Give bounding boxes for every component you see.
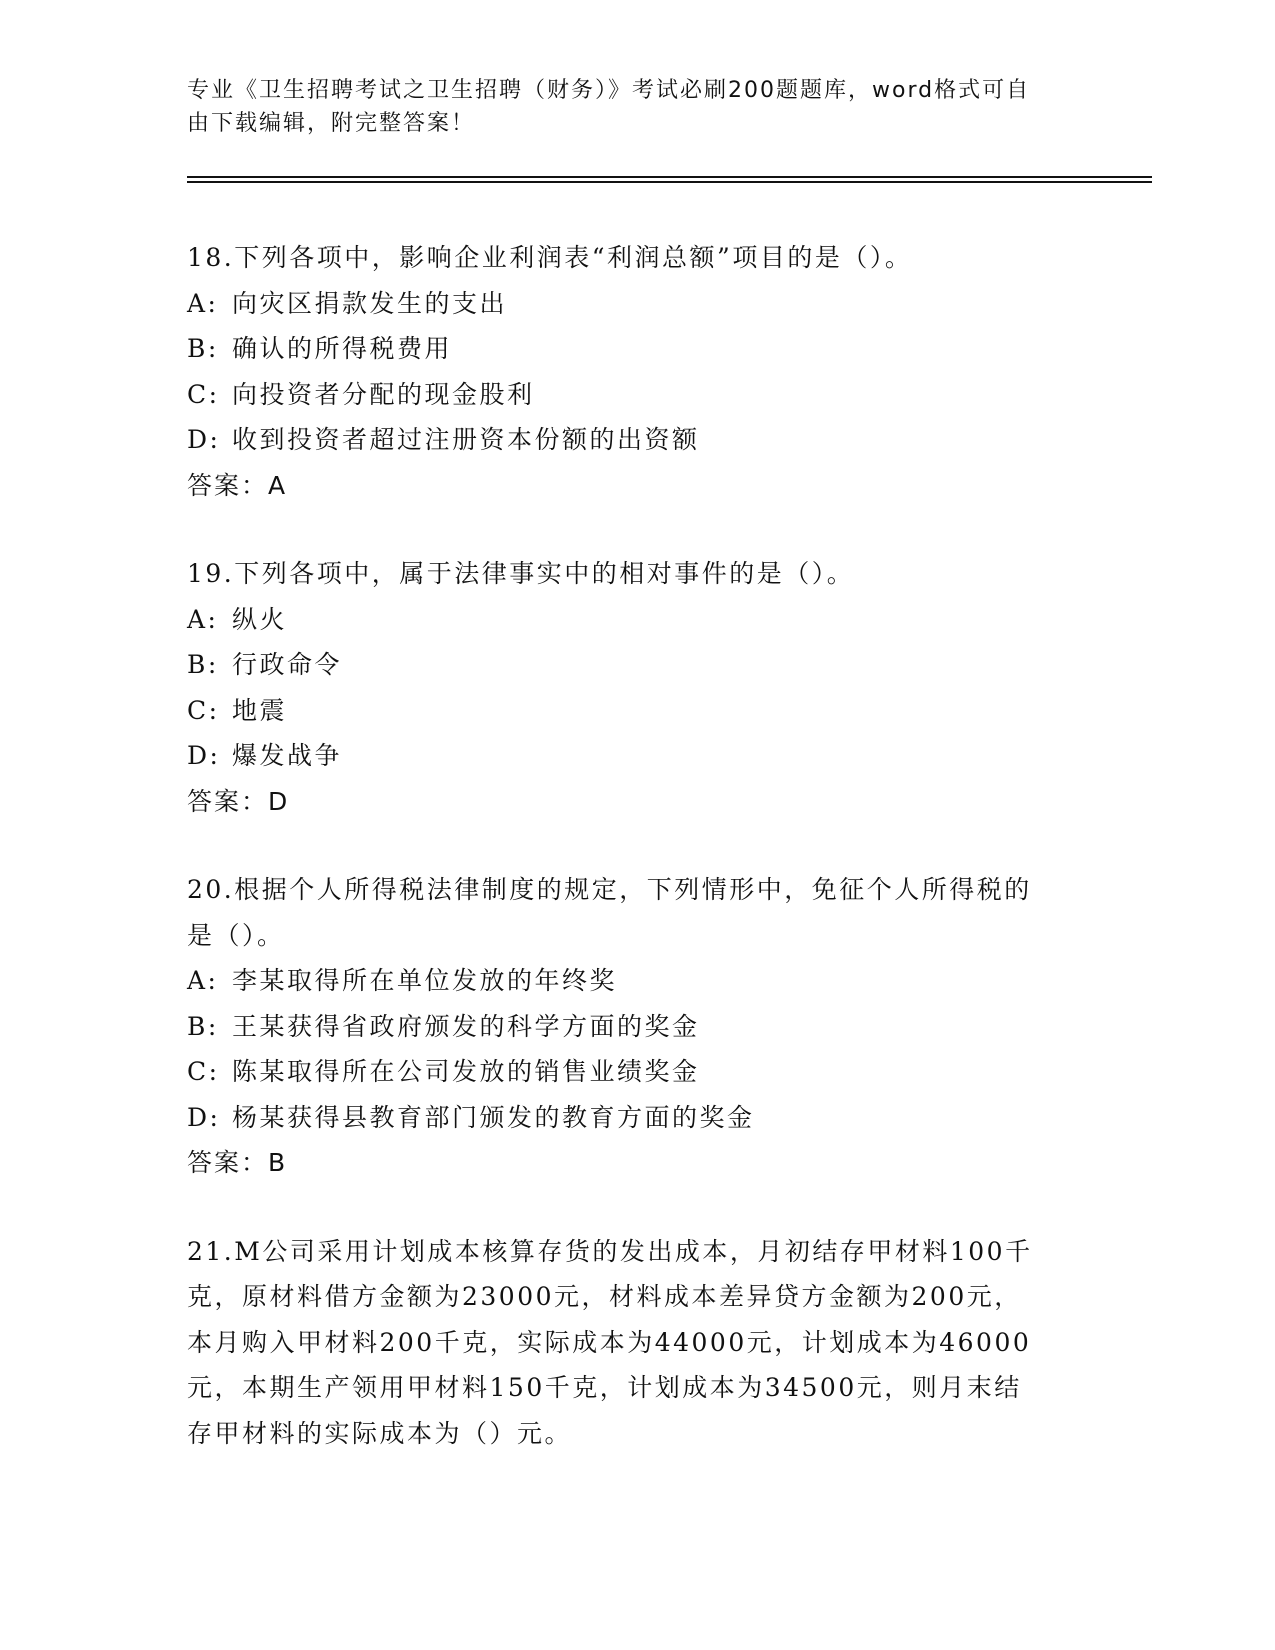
question-18 bbox=[187, 235, 1087, 508]
option-key: B: bbox=[187, 334, 219, 363]
question-20 bbox=[187, 867, 1087, 1186]
option-a bbox=[187, 958, 1087, 1004]
option-text: 王某获得省政府颁发的科学方面的奖金 bbox=[232, 1011, 700, 1041]
question-21 bbox=[187, 1229, 1087, 1457]
option-text: 行政命令 bbox=[232, 650, 343, 679]
option-a bbox=[187, 597, 1087, 643]
option-text: 地震 bbox=[232, 695, 288, 725]
option-d bbox=[187, 1095, 1087, 1141]
header-divider-top bbox=[187, 176, 1152, 178]
option-a bbox=[187, 281, 1087, 327]
option-c bbox=[187, 688, 1087, 734]
option-c bbox=[187, 372, 1087, 418]
option-key: D: bbox=[187, 741, 221, 770]
option-key: D: bbox=[187, 1102, 221, 1132]
option-text: 向灾区捐款发生的支出 bbox=[232, 288, 508, 318]
header-line-1: 专业《卫生招聘考试之卫生招聘（财务）》考试必刷200题题库，word格式可自 bbox=[187, 78, 1031, 103]
option-text: 纵火 bbox=[232, 604, 288, 634]
question-stem-line-4: 元，本期生产领用甲材料150千克，计划成本为34500元，则月末结 bbox=[187, 1373, 1022, 1402]
header-line-2: 由下载编辑，附完整答案！ bbox=[187, 111, 476, 136]
option-text: 李某取得所在单位发放的年终奖 bbox=[232, 966, 618, 995]
question-stem-line-3: 本月购入甲材料200千克，实际成本为44000元，计划成本为46000 bbox=[187, 1327, 1032, 1357]
option-key: A: bbox=[187, 288, 219, 318]
question-stem-line-5: 存甲材料的实际成本为（）元。 bbox=[187, 1418, 573, 1448]
document-header bbox=[187, 74, 1067, 140]
question-stem-line-1: 20.根据个人所得税法律制度的规定，下列情形中，免征个人所得税的 bbox=[187, 875, 1032, 904]
option-text: 向投资者分配的现金股利 bbox=[232, 379, 535, 409]
option-d bbox=[187, 733, 1087, 779]
option-text: 确认的所得税费用 bbox=[232, 334, 453, 363]
option-key: A: bbox=[187, 966, 219, 995]
answer-line: 答案：D bbox=[187, 786, 290, 816]
option-b bbox=[187, 1004, 1087, 1050]
question-stem-line-1: 21.M公司采用计划成本核算存货的发出成本，月初结存甲材料100千 bbox=[187, 1236, 1033, 1266]
question-19 bbox=[187, 551, 1087, 824]
option-key: D: bbox=[187, 425, 221, 454]
option-key: C: bbox=[187, 695, 220, 725]
question-stem: 19.下列各项中，属于法律事实中的相对事件的是（）。 bbox=[187, 559, 855, 588]
option-c bbox=[187, 1049, 1087, 1095]
question-stem-line-2: 克，原材料借方金额为23000元，材料成本差异贷方金额为200元， bbox=[187, 1282, 1022, 1311]
header-divider-bottom bbox=[187, 181, 1152, 183]
option-text: 收到投资者超过注册资本份额的出资额 bbox=[232, 425, 700, 454]
option-key: B: bbox=[187, 1011, 219, 1041]
question-list bbox=[187, 235, 1087, 1499]
option-key: B: bbox=[187, 650, 219, 679]
option-b bbox=[187, 326, 1087, 372]
answer-line: 答案：B bbox=[187, 1148, 288, 1177]
option-key: C: bbox=[187, 1057, 220, 1086]
option-text: 爆发战争 bbox=[232, 741, 343, 770]
question-stem: 18.下列各项中，影响企业利润表“利润总额”项目的是（）。 bbox=[187, 243, 913, 272]
option-key: C: bbox=[187, 379, 220, 409]
option-text: 杨某获得县教育部门颁发的教育方面的奖金 bbox=[232, 1102, 755, 1132]
option-key: A: bbox=[187, 604, 219, 634]
option-b bbox=[187, 642, 1087, 688]
answer-line: 答案：A bbox=[187, 470, 288, 500]
option-d bbox=[187, 417, 1087, 463]
question-stem-line-2: 是（）。 bbox=[187, 920, 285, 950]
option-text: 陈某取得所在公司发放的销售业绩奖金 bbox=[232, 1057, 700, 1086]
